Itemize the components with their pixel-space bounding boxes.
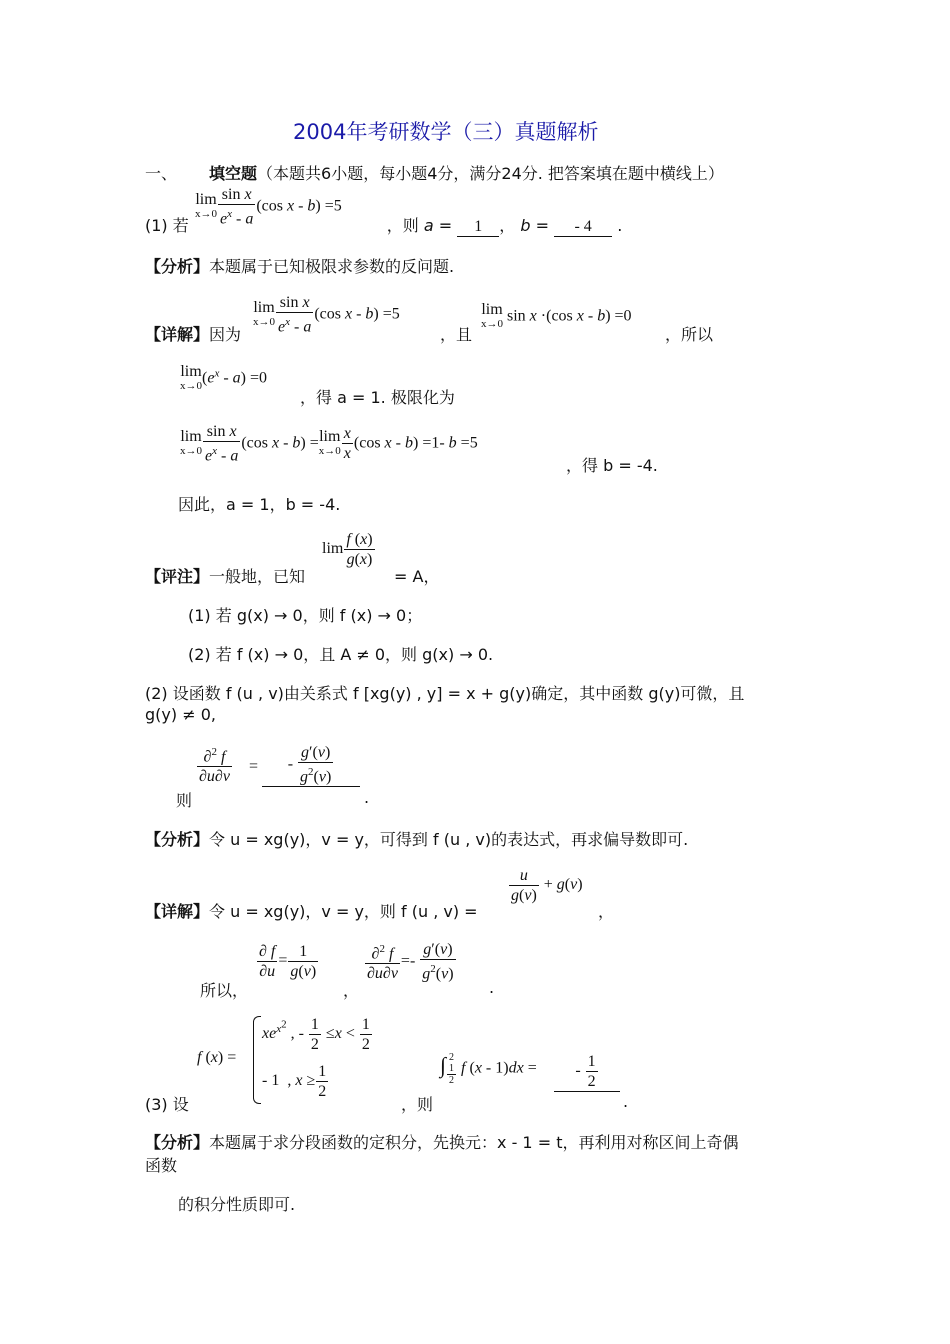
q2-answer: - $\frac{g'(v)}{g^2(v)}$	[262, 743, 360, 787]
q2-f-expression: $\frac{u}{g(v)}$ + g(v)	[511, 867, 583, 904]
q1-analysis-text: 本题属于已知极限求参数的反问题.	[209, 257, 455, 276]
q2-eq: =	[249, 758, 259, 775]
q3-piece-1: $xe^{x^2}$ , - $\frac{1}{2}$ ≤x < $\frac{1}{2}$	[262, 1016, 370, 1053]
comment-tag: 【评注】	[145, 567, 210, 586]
q1-conclusion: 因此，a = 1，b = -4.	[178, 495, 341, 514]
page-title: 2004年考研数学（三）真题解析	[293, 120, 599, 144]
q1-comma: ，	[499, 216, 516, 235]
q3-answer: - $\frac{1}{2}$	[554, 1052, 620, 1092]
q1-limit-exp: lim x→0 $(e^x - a) =0$	[180, 363, 268, 392]
q1-prefix: (1) 若	[145, 216, 189, 235]
q2-comma: ，	[343, 981, 360, 1000]
q3-prefix: (3) 设	[145, 1095, 189, 1114]
q2-line-1: (2) 设函数 f (u , v)由关系式 f [xg(y) , y] = x + g(y)确定，其中函数 g(y)可微，且	[145, 684, 745, 703]
q2-then: 则	[176, 791, 193, 810]
q1-comment-formula: lim $\frac{f (x)}{g(x)}$	[322, 531, 373, 568]
q3-piece-2: - 1 , x ≥ $\frac{1}{2}$	[262, 1063, 327, 1100]
q3-f-def: f (x) =	[197, 1049, 237, 1066]
q1-answer-a: 1	[457, 218, 499, 237]
q1-eq-a: =	[438, 216, 453, 235]
q1-end: .	[617, 216, 623, 235]
q1-detail-formula-2: lim x→0 sin x ·(cos x - b) =0	[481, 301, 632, 330]
q3-then: ，则	[401, 1095, 434, 1114]
q1-so: ，所以	[665, 325, 714, 344]
q2-end: .	[364, 788, 370, 807]
q1-a-var: a	[423, 216, 434, 235]
q2-end-2: .	[489, 978, 495, 997]
q1-because: 因为	[209, 325, 242, 344]
q2-so: 所以，	[200, 981, 249, 1000]
section-header	[145, 161, 724, 184]
q2-detail	[145, 899, 478, 922]
q1-analysis	[145, 254, 454, 277]
detail-tag: 【详解】	[145, 325, 210, 344]
section-number: 一、	[145, 164, 178, 183]
q2-partial-formula: $\frac{\partial^2 f}{\partial u\partial v}$	[196, 743, 233, 786]
q2-detail-text: 令 u = xg(y)，v = y，则 f (u , v) =	[209, 902, 478, 921]
q3-end: .	[623, 1092, 629, 1111]
q1-get-a: ，得 a = 1. 极限化为	[300, 388, 455, 407]
q1-rule-2: (2) 若 f (x) → 0，且 A ≠ 0，则 g(x) → 0.	[188, 645, 494, 664]
q1-eq-b: =	[535, 216, 550, 235]
q3-analysis	[145, 1130, 738, 1153]
q1-and: ，且	[440, 325, 473, 344]
q3-brace	[253, 1016, 261, 1104]
q2-analysis-text: 令 u = xg(y)，v = y，可得到 f (u , v)的表达式，再求偏导数即可.	[209, 830, 689, 849]
q2-analysis	[145, 827, 688, 850]
analysis-tag: 【分析】	[145, 257, 210, 276]
q1-statement	[145, 213, 622, 237]
q1-answer-b: - 4	[554, 218, 612, 237]
detail-tag: 【详解】	[145, 902, 210, 921]
q1-limit-chain: lim x→0 $\frac{\text{sin x}}{e^x - a}$ (cos x - b) =lim x→0 $\frac{x}{x}$ (cos x - b) =1- b =5	[180, 423, 478, 465]
q2-line-2: g(y) ≠ 0,	[145, 705, 216, 724]
q3-analysis-line-3: 的积分性质即可.	[178, 1195, 296, 1214]
section-name: 填空题	[209, 164, 258, 183]
section-desc: （本题共6小题，每小题4分，满分24分. 把答案填在题中横线上）	[257, 164, 724, 183]
q1-detail	[145, 322, 241, 345]
q1-b-var: b	[520, 216, 531, 235]
q1-then: ，则	[386, 216, 419, 235]
q2-detail-end: ，	[598, 902, 615, 921]
q1-rule-1: (1) 若 g(x) → 0，则 f (x) → 0；	[188, 606, 423, 625]
q3-analysis-line-1: 本题属于求分段函数的定积分，先换元：x - 1 = t，再利用对称区间上奇偶	[209, 1133, 739, 1152]
q3-analysis-line-2: 函数	[145, 1156, 178, 1175]
analysis-tag: 【分析】	[145, 1133, 210, 1152]
analysis-tag: 【分析】	[145, 830, 210, 849]
q2-second-partial: $\frac{\partial^2 f}{\partial u\partial v}$ =- $\frac{g'(v)}{g^2(v)}$	[367, 941, 454, 983]
q3-integral: ∫ 2 $\frac{1}{2}$ f (x - 1)dx =	[440, 1052, 537, 1086]
q1-detail-formula-1: lim x→0 $\frac{\text{sin x}}{e^x - a}$ (cos x - b) =5	[253, 294, 400, 336]
q1-get-b: ，得 b = -4.	[566, 456, 658, 475]
q1-comment	[145, 564, 305, 587]
q1-limit-formula: lim x→0 $\frac{\text{sin x}}{e^x - a}$ (cos x - b) =5	[195, 186, 342, 228]
q1-comment-tail: = A，	[394, 567, 440, 586]
q2-partials: $\frac{\partial f}{\partial u}$ = $\frac{1}{g(v)}$	[259, 943, 317, 980]
q1-comment-text: 一般地，已知	[209, 567, 306, 586]
